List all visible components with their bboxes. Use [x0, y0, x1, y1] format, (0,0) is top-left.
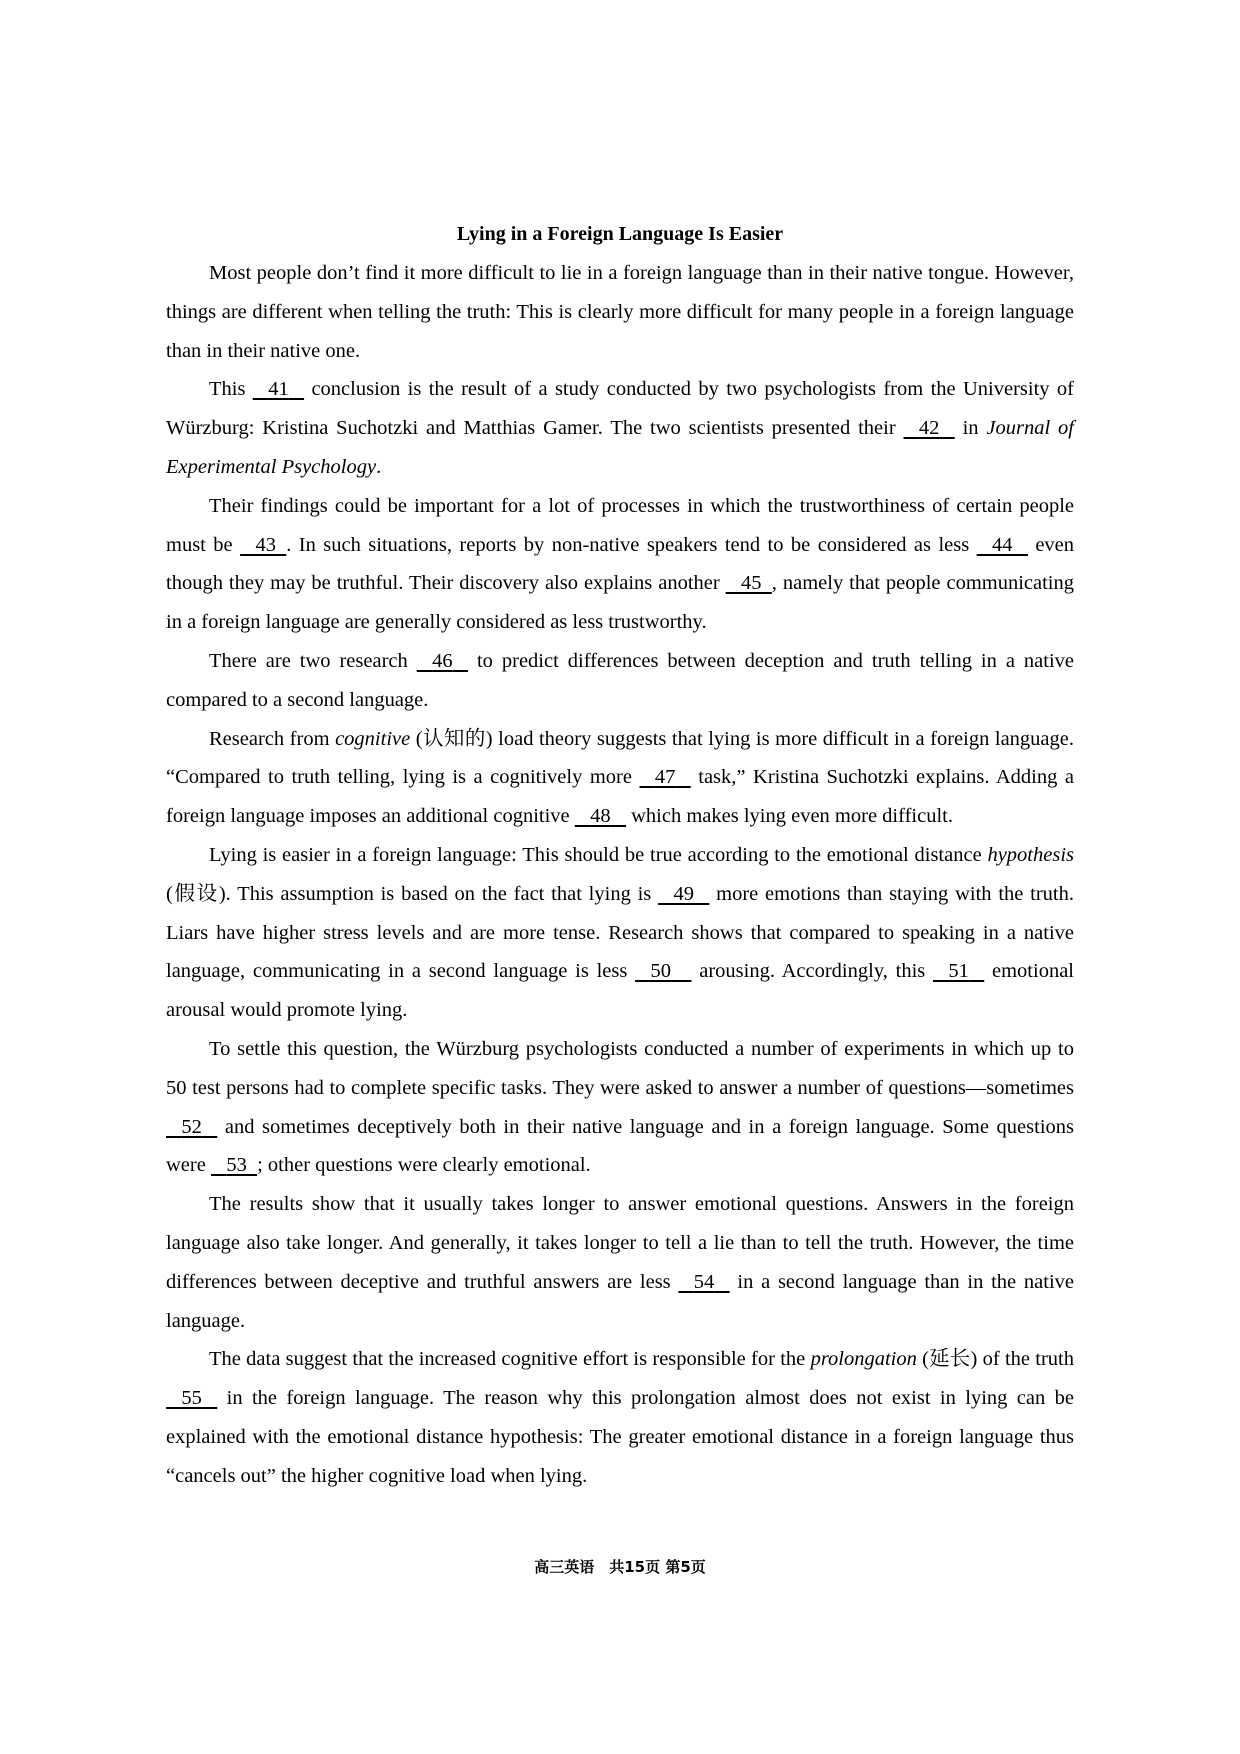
paragraph-1: [166, 254, 1074, 370]
paragraph-text: To settle this question, the Würzburg psychologists conducted a number of experiments in which up to 50 test persons had to complete specific tasks. They were asked to answer a number of questions—sometimes: [166, 1037, 1074, 1099]
paragraph-text: which makes lying even more difficult.: [626, 805, 953, 828]
paragraph-7: [166, 1030, 1074, 1185]
paragraph-text: (假设). This assumption is based on the fact that lying is: [166, 882, 659, 905]
blank-number: 51: [948, 960, 969, 983]
blank-41[interactable]: [253, 370, 304, 409]
blank-48[interactable]: [575, 797, 626, 836]
paragraph-text: Lying is easier in a foreign language: This should be true according to the emotional distance: [209, 843, 988, 866]
paragraph-8: [166, 1185, 1074, 1340]
blank-45[interactable]: [726, 564, 772, 603]
blank-number: 49: [673, 882, 694, 905]
paragraph-6: [166, 836, 1074, 1030]
paragraph-text: in the foreign language. The reason why this prolongation almost does not exist in lying can be explained with the emotional distance hypothesis: The greater emotional distance in a foreign language thus “cancels out” the higher cognitive load when lying.: [166, 1387, 1074, 1487]
blank-number: 46: [432, 649, 453, 672]
paragraph-text: arousing. Accordingly, this: [691, 960, 933, 983]
blank-49[interactable]: [658, 875, 709, 914]
blank-number: 43: [255, 533, 276, 556]
blank-number: 47: [654, 766, 676, 789]
paragraph-text: even though they may be truthful. Their discovery also explains another: [166, 533, 1075, 595]
paragraph-text: Most people don’t find it more difficult to lie in a foreign language than in their native tongue. However, things are different when telling the truth: This is clearly more difficult for many people in a foreign language than in their native one.: [166, 262, 1074, 362]
blank-44[interactable]: [977, 526, 1028, 565]
term-hypothesis: hypothesis: [987, 843, 1074, 866]
paragraph-text: .: [376, 455, 382, 478]
article-title: Lying in a Foreign Language Is Easier: [456, 223, 784, 245]
paragraph-text: The results show that it usually takes longer to answer emotional questions. Answers in the foreign language also take longer. And generally, it takes longer to tell a lie than to tell the truth. However, the time differences between deceptive and truthful answers are less: [166, 1193, 1074, 1293]
paragraph-text: The data suggest that the increased cognitive effort is responsible for the: [209, 1348, 811, 1371]
paragraph-text: more emotions than staying with the truth. Liars have higher stress levels and are more tense. Research shows that compared to speaking in a native language, communicating in a second language is less: [166, 882, 1074, 983]
paragraph-4: [166, 642, 1074, 720]
paragraph-text: (延长) of the truth: [916, 1348, 1074, 1371]
paragraph-text: in a second language than in the native language.: [166, 1270, 1074, 1332]
journal-name: Journal of Experimental Psychology: [166, 417, 1074, 478]
blank-46[interactable]: [417, 642, 468, 681]
blank-47[interactable]: [640, 758, 691, 797]
blank-42[interactable]: [904, 409, 955, 448]
paragraph-text: . In such situations, reports by non-native speakers tend to be considered as less: [286, 533, 977, 556]
term-cognitive: cognitive: [335, 727, 411, 750]
blank-number: 50: [650, 960, 671, 983]
paragraph-text: Research from: [209, 727, 336, 750]
paragraph-5: [166, 720, 1074, 836]
paragraph-text: to predict differences between deception and truth telling in a native compared to a second language.: [166, 649, 1074, 711]
blank-50[interactable]: [635, 952, 691, 991]
blank-number: 55: [181, 1387, 202, 1410]
blank-43[interactable]: [240, 526, 286, 565]
blank-number: 53: [226, 1154, 247, 1177]
blank-53[interactable]: [211, 1146, 257, 1185]
blank-number: 42: [918, 417, 940, 440]
blank-54[interactable]: [678, 1263, 729, 1302]
blank-number: 54: [693, 1270, 715, 1293]
paragraph-text: in: [954, 417, 987, 440]
article: [166, 216, 1074, 1496]
blank-number: 45: [741, 572, 762, 595]
blank-number: 48: [590, 805, 611, 828]
paragraph-text: emotional arousal would promote lying.: [166, 960, 1074, 1022]
paragraph-3: [166, 487, 1074, 642]
paragraph-text: , namely that people communicating in a foreign language are generally considered as less trustworthy.: [166, 572, 1075, 634]
blank-number: 41: [268, 378, 289, 401]
paragraph-2: [166, 370, 1074, 486]
blank-number: 52: [181, 1115, 202, 1138]
paragraph-text: and sometimes deceptively both in their native language and in a foreign language. Some questions were: [166, 1115, 1074, 1177]
blank-55[interactable]: [166, 1379, 217, 1418]
paragraph-text: Their findings could be important for a lot of processes in which the trustworthiness of certain people must be: [166, 494, 1074, 556]
paragraph-text: ; other questions were clearly emotional.: [257, 1154, 591, 1177]
term-prolongation: prolongation: [810, 1348, 917, 1371]
paragraph-text: This: [209, 378, 253, 401]
blank-51[interactable]: [933, 952, 984, 991]
paragraph-9: [166, 1340, 1074, 1495]
paragraph-text: task,” Kristina Suchotzki explains. Adding a foreign language imposes an additional cognitive: [166, 766, 1074, 828]
paragraph-text: conclusion is the result of a study conducted by two psychologists from the University of Würzburg: Kristina Suchotzki and Matthias Gamer. The two scientists presented their: [166, 378, 1074, 440]
paragraph-text: (认知的) load theory suggests that lying is more difficult in a foreign language. “Compared to truth telling, lying is a cognitively more: [166, 727, 1074, 789]
blank-52[interactable]: [166, 1108, 217, 1147]
page-footer: 高三英语 共15页 第5页: [534, 1558, 706, 1576]
blank-number: 44: [992, 533, 1013, 556]
paragraph-text: There are two research: [209, 649, 417, 672]
